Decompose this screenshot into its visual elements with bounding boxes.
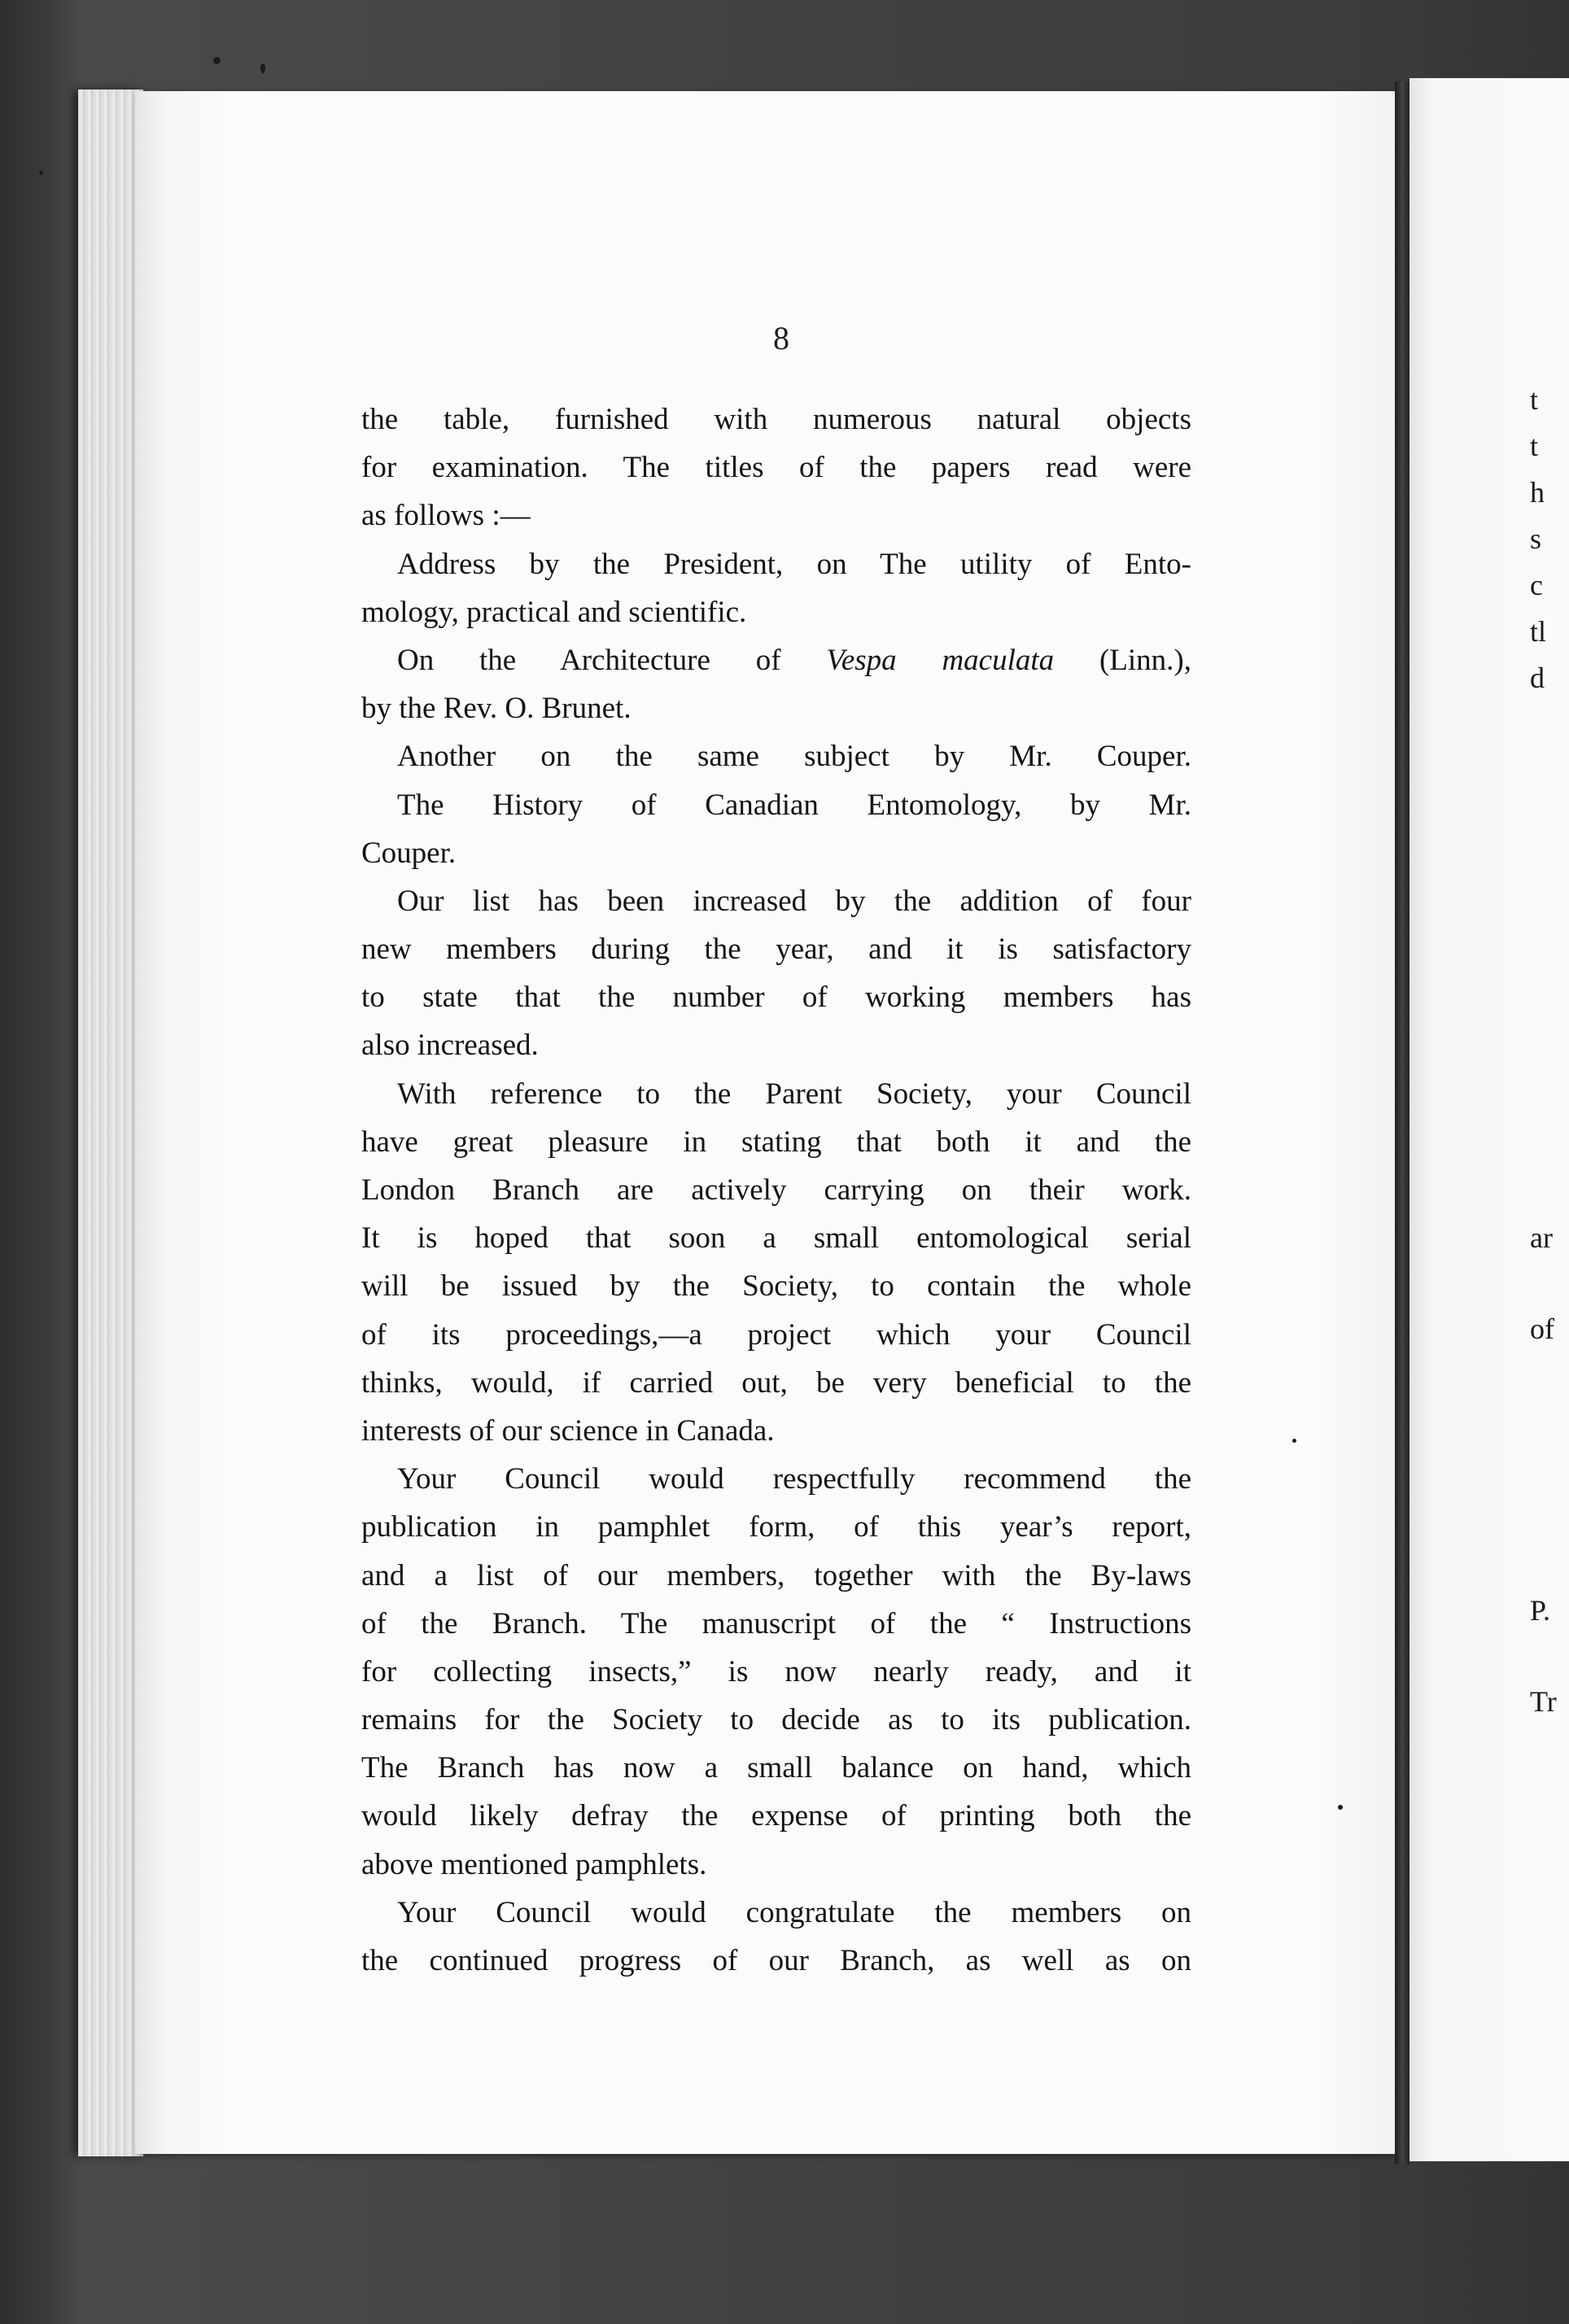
- text-line: [361, 1166, 1191, 1214]
- text-line: [361, 1696, 1191, 1744]
- page-number: 8: [773, 320, 789, 356]
- facing-page-fragment: P.: [1530, 1594, 1551, 1627]
- text-line: [361, 829, 1191, 877]
- text-line: [361, 781, 1191, 829]
- facing-page-fragment: t: [1530, 430, 1539, 462]
- text-line-content: will be issued by the Society, to contain the whole: [361, 1269, 1191, 1304]
- facing-page-fragment: c: [1530, 569, 1543, 601]
- text-line-content: also increased.: [361, 1029, 539, 1063]
- text-line-content: would likely defray the expense of printing both the: [361, 1799, 1191, 1833]
- text-line: [361, 1503, 1191, 1551]
- facing-page-fragment: Tr: [1530, 1685, 1557, 1718]
- page-edges: [78, 90, 143, 2156]
- text-line: [361, 1937, 1191, 1985]
- facing-page-text-fragments: [1530, 0, 1569, 2324]
- text-line-content: Your Council would respectfully recommend the: [397, 1462, 1191, 1496]
- text-line: [361, 1021, 1191, 1069]
- text-line-content: interests of our science in Canada.: [361, 1413, 775, 1448]
- text-line-content: The History of Canadian Entomology, by Mr.: [397, 788, 1191, 822]
- text-line: [361, 443, 1191, 491]
- text-line: [361, 684, 1191, 732]
- text-line-content: as follows :—: [361, 499, 531, 533]
- text-line: [361, 1359, 1191, 1407]
- text-line: [361, 732, 1191, 780]
- text-line-content: remains for the Society to decide as to its publication.: [361, 1703, 1191, 1737]
- text-line: [361, 1311, 1191, 1359]
- facing-page-fragment: of: [1530, 1313, 1554, 1345]
- text-line-content: Our list has been increased by the addition of four: [397, 884, 1191, 918]
- facing-page-fragment: s: [1530, 522, 1542, 555]
- text-line: [361, 1070, 1191, 1118]
- text-line-content: for collecting insects,” is now nearly ready, and it: [361, 1654, 1191, 1688]
- text-line: [361, 1600, 1191, 1648]
- text-line-content: With reference to the Parent Society, your Council: [397, 1077, 1191, 1111]
- text-line-content: above mentioned pamphlets.: [361, 1847, 707, 1881]
- text-line: [361, 1841, 1191, 1889]
- text-line-content: thinks, would, if carried out, be very beneficial to the: [361, 1365, 1191, 1400]
- text-line-content: of the Branch. The manuscript of the “ Instructions: [361, 1606, 1191, 1640]
- species-name: Vespa maculata: [826, 643, 1055, 677]
- facing-page-fragment: d: [1530, 662, 1545, 694]
- text-line: [361, 1214, 1191, 1262]
- text-line: [361, 1552, 1191, 1600]
- text-line-content: (Linn.),: [1054, 643, 1191, 677]
- text-line-content: by the Rev. O. Brunet.: [361, 692, 632, 726]
- facing-page-fragment: t: [1530, 383, 1539, 416]
- facing-page-fragment: tl: [1530, 615, 1547, 648]
- text-line-content: The Branch has now a small balance on hand, which: [361, 1751, 1191, 1785]
- text-line: [361, 588, 1191, 636]
- text-line-content: Address by the President, on The utility of Ento-: [397, 547, 1191, 581]
- text-line: [361, 877, 1191, 925]
- text-line-content: have great pleasure in stating that both it and the: [361, 1125, 1191, 1159]
- text-line: [361, 491, 1191, 540]
- text-line-content: publication in pamphlet form, of this year’s report,: [361, 1510, 1191, 1544]
- text-line: [361, 636, 1191, 684]
- text-line-content: On the Architecture of: [397, 643, 827, 677]
- text-line-content: Couper.: [361, 836, 457, 870]
- text-line-content: London Branch are actively carrying on their work.: [361, 1173, 1191, 1207]
- text-line: [361, 1744, 1191, 1792]
- scan-speck: [260, 63, 265, 73]
- scan-speck: [1338, 1805, 1343, 1810]
- text-line-content: the continued progress of our Branch, as well as on: [361, 1944, 1191, 1977]
- text-line: [361, 1792, 1191, 1840]
- scan-speck: [1292, 1439, 1296, 1443]
- text-line: [361, 1889, 1191, 1937]
- text-line: [361, 1648, 1191, 1696]
- text-line-content: for examination. The titles of the papers read were: [361, 451, 1191, 485]
- text-line: [361, 925, 1191, 973]
- text-line-content: the table, furnished with numerous natural objects: [361, 403, 1191, 436]
- text-line-content: and a list of our members, together with the By-laws: [361, 1558, 1191, 1592]
- text-line-content: of its proceedings,—a project which your Council: [361, 1317, 1191, 1352]
- body-text: [361, 395, 1191, 1985]
- text-line: [361, 540, 1191, 588]
- text-line: [361, 973, 1191, 1021]
- text-line: [361, 1262, 1191, 1310]
- text-line: [361, 1407, 1191, 1455]
- text-line-content: Another on the same subject by Mr. Couper.: [397, 740, 1191, 774]
- text-line-content: to state that the number of working members has: [361, 981, 1191, 1015]
- scan-speck: [39, 171, 43, 175]
- text-line: [361, 395, 1191, 443]
- book-gutter: [1395, 81, 1409, 2165]
- facing-page-fragment: h: [1530, 476, 1545, 509]
- text-line-content: Your Council would congratulate the members on: [397, 1895, 1191, 1929]
- scan-speck: [213, 57, 221, 64]
- text-line-content: mology, practical and scientific.: [361, 595, 747, 629]
- text-line-content: It is hoped that soon a small entomological serial: [361, 1221, 1191, 1256]
- text-line: [361, 1455, 1191, 1503]
- text-line: [361, 1118, 1191, 1166]
- text-line-content: new members during the year, and it is satisfactory: [361, 933, 1191, 967]
- facing-page-fragment: ar: [1530, 1221, 1553, 1254]
